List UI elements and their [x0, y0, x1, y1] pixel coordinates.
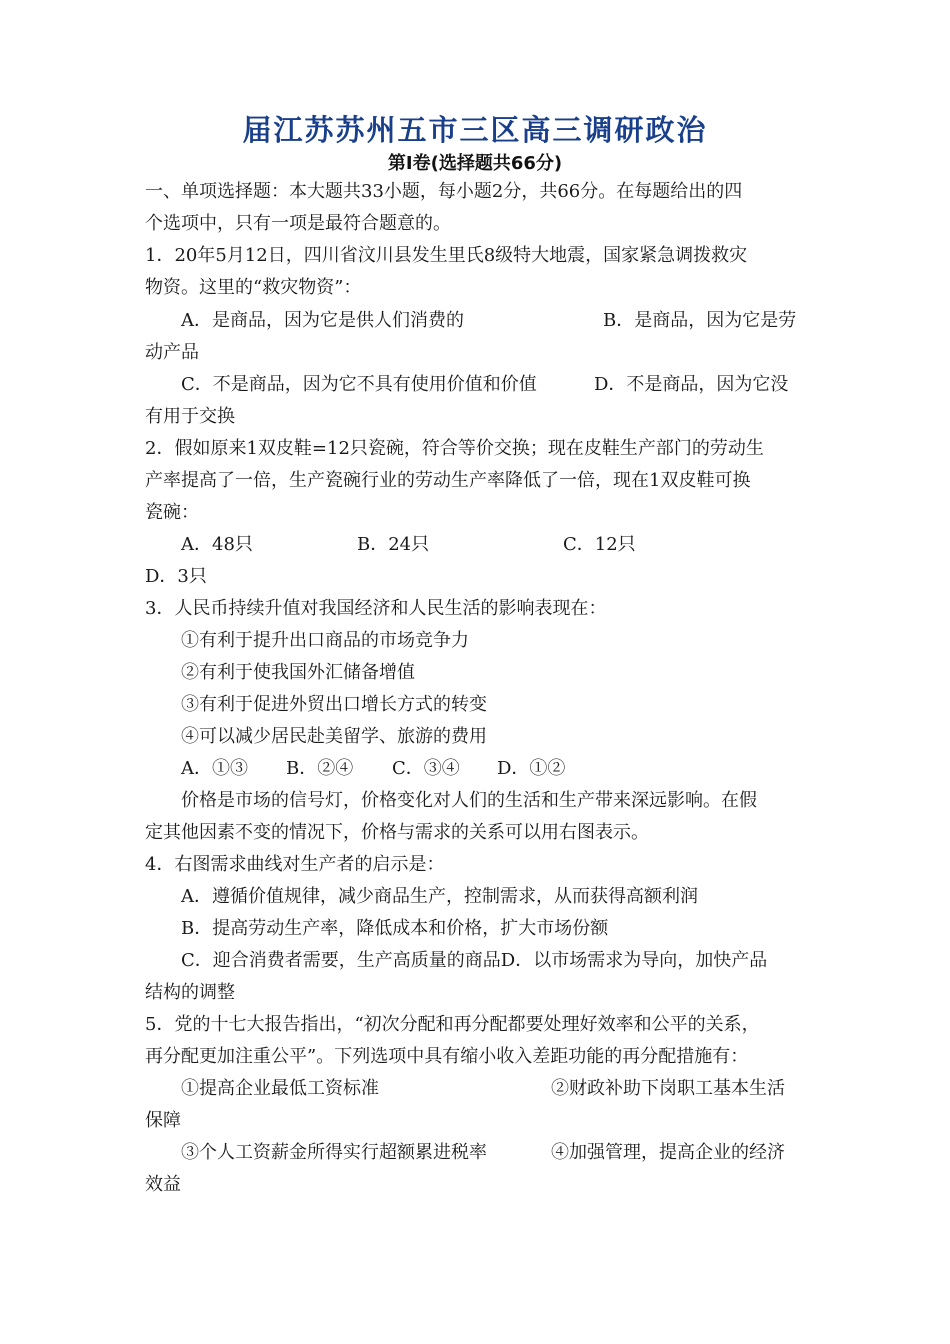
q1-stem-line-2: 物资。这里的“救灾物资”：: [145, 277, 362, 298]
q1-option-a: A．是商品，因为它是供人们消费的: [181, 310, 464, 331]
section-heading: 第Ⅰ卷(选择题共66分): [387, 153, 563, 174]
q1-option-b-continued: 动产品: [145, 342, 199, 363]
q3-option-d: D．①②: [497, 758, 566, 779]
q1-stem-line-1: 1．20年5月12日，四川省汶川县发生里氏8级特大地震，国家紧急调拨救灾: [145, 245, 748, 266]
q4-option-b: B．提高劳动生产率，降低成本和价格，扩大市场份额: [181, 918, 609, 939]
q5-stem-line-1: 5．党的十七大报告指出，“初次分配和再分配都要处理好效率和公平的关系，: [145, 1014, 760, 1035]
instructions-line-1: 一、单项选择题：本大题共33小题，每小题2分，共66分。在每题给出的四: [145, 181, 743, 202]
q3-option-b: B．②④: [286, 758, 354, 779]
document-title: 届江苏苏州五市三区高三调研政治: [242, 113, 708, 147]
q5-item-2: ②财政补助下岗职工基本生活: [551, 1078, 785, 1099]
q3-option-c: C．③④: [392, 758, 460, 779]
q2-option-c: C．12只: [563, 534, 636, 555]
q1-option-d-continued: 有用于交换: [145, 406, 235, 427]
q4-option-a: A．遵循价值规律，减少商品生产，控制需求，从而获得高额利润: [181, 886, 698, 907]
material-line-1: 价格是市场的信号灯，价格变化对人们的生活和生产带来深远影响。在假: [181, 790, 757, 811]
q2-stem-line-3: 瓷碗：: [145, 502, 199, 523]
q5-item-4: ④加强管理，提高企业的经济: [551, 1142, 785, 1163]
q5-item-4-continued: 效益: [145, 1174, 181, 1195]
q4-option-d-continued: 结构的调整: [145, 982, 235, 1003]
q5-stem-line-2: 再分配更加注重公平”。下列选项中具有缩小收入差距功能的再分配措施有：: [145, 1046, 749, 1067]
q2-stem-line-1: 2．假如原来1双皮鞋=12只瓷碗，符合等价交换；现在皮鞋生产部门的劳动生: [145, 438, 764, 459]
q3-item-2: ②有利于使我国外汇储备增值: [181, 662, 415, 683]
q5-item-3: ③个人工资薪金所得实行超额累进税率: [181, 1142, 487, 1163]
material-line-2: 定其他因素不变的情况下，价格与需求的关系可以用右图表示。: [145, 822, 649, 843]
instructions-line-2: 个选项中，只有一项是最符合题意的。: [145, 213, 451, 234]
q3-option-a: A．①③: [181, 758, 248, 779]
q2-option-a: A．48只: [181, 534, 253, 555]
q5-item-1: ①提高企业最低工资标准: [181, 1078, 379, 1099]
q3-item-1: ①有利于提升出口商品的市场竞争力: [181, 630, 469, 651]
q3-item-3: ③有利于促进外贸出口增长方式的转变: [181, 694, 487, 715]
q1-option-d: D．不是商品，因为它没: [594, 374, 789, 395]
q4-stem: 4．右图需求曲线对生产者的启示是：: [145, 854, 445, 875]
q3-item-4: ④可以减少居民赴美留学、旅游的费用: [181, 726, 487, 747]
q2-option-b: B．24只: [357, 534, 430, 555]
q5-item-2-continued: 保障: [145, 1110, 181, 1131]
q2-stem-line-2: 产率提高了一倍，生产瓷碗行业的劳动生产率降低了一倍，现在1双皮鞋可换: [145, 470, 751, 491]
q2-option-d: D．3只: [145, 566, 207, 587]
q1-option-b: B．是商品，因为它是劳: [603, 310, 797, 331]
q4-option-c-d: C．迎合消费者需要，生产高质量的商品D．以市场需求为导向，加快产品: [181, 950, 768, 971]
q3-stem: 3．人民币持续升值对我国经济和人民生活的影响表现在：: [145, 598, 607, 619]
q1-option-c: C．不是商品，因为它不具有使用价值和价值: [181, 374, 537, 395]
